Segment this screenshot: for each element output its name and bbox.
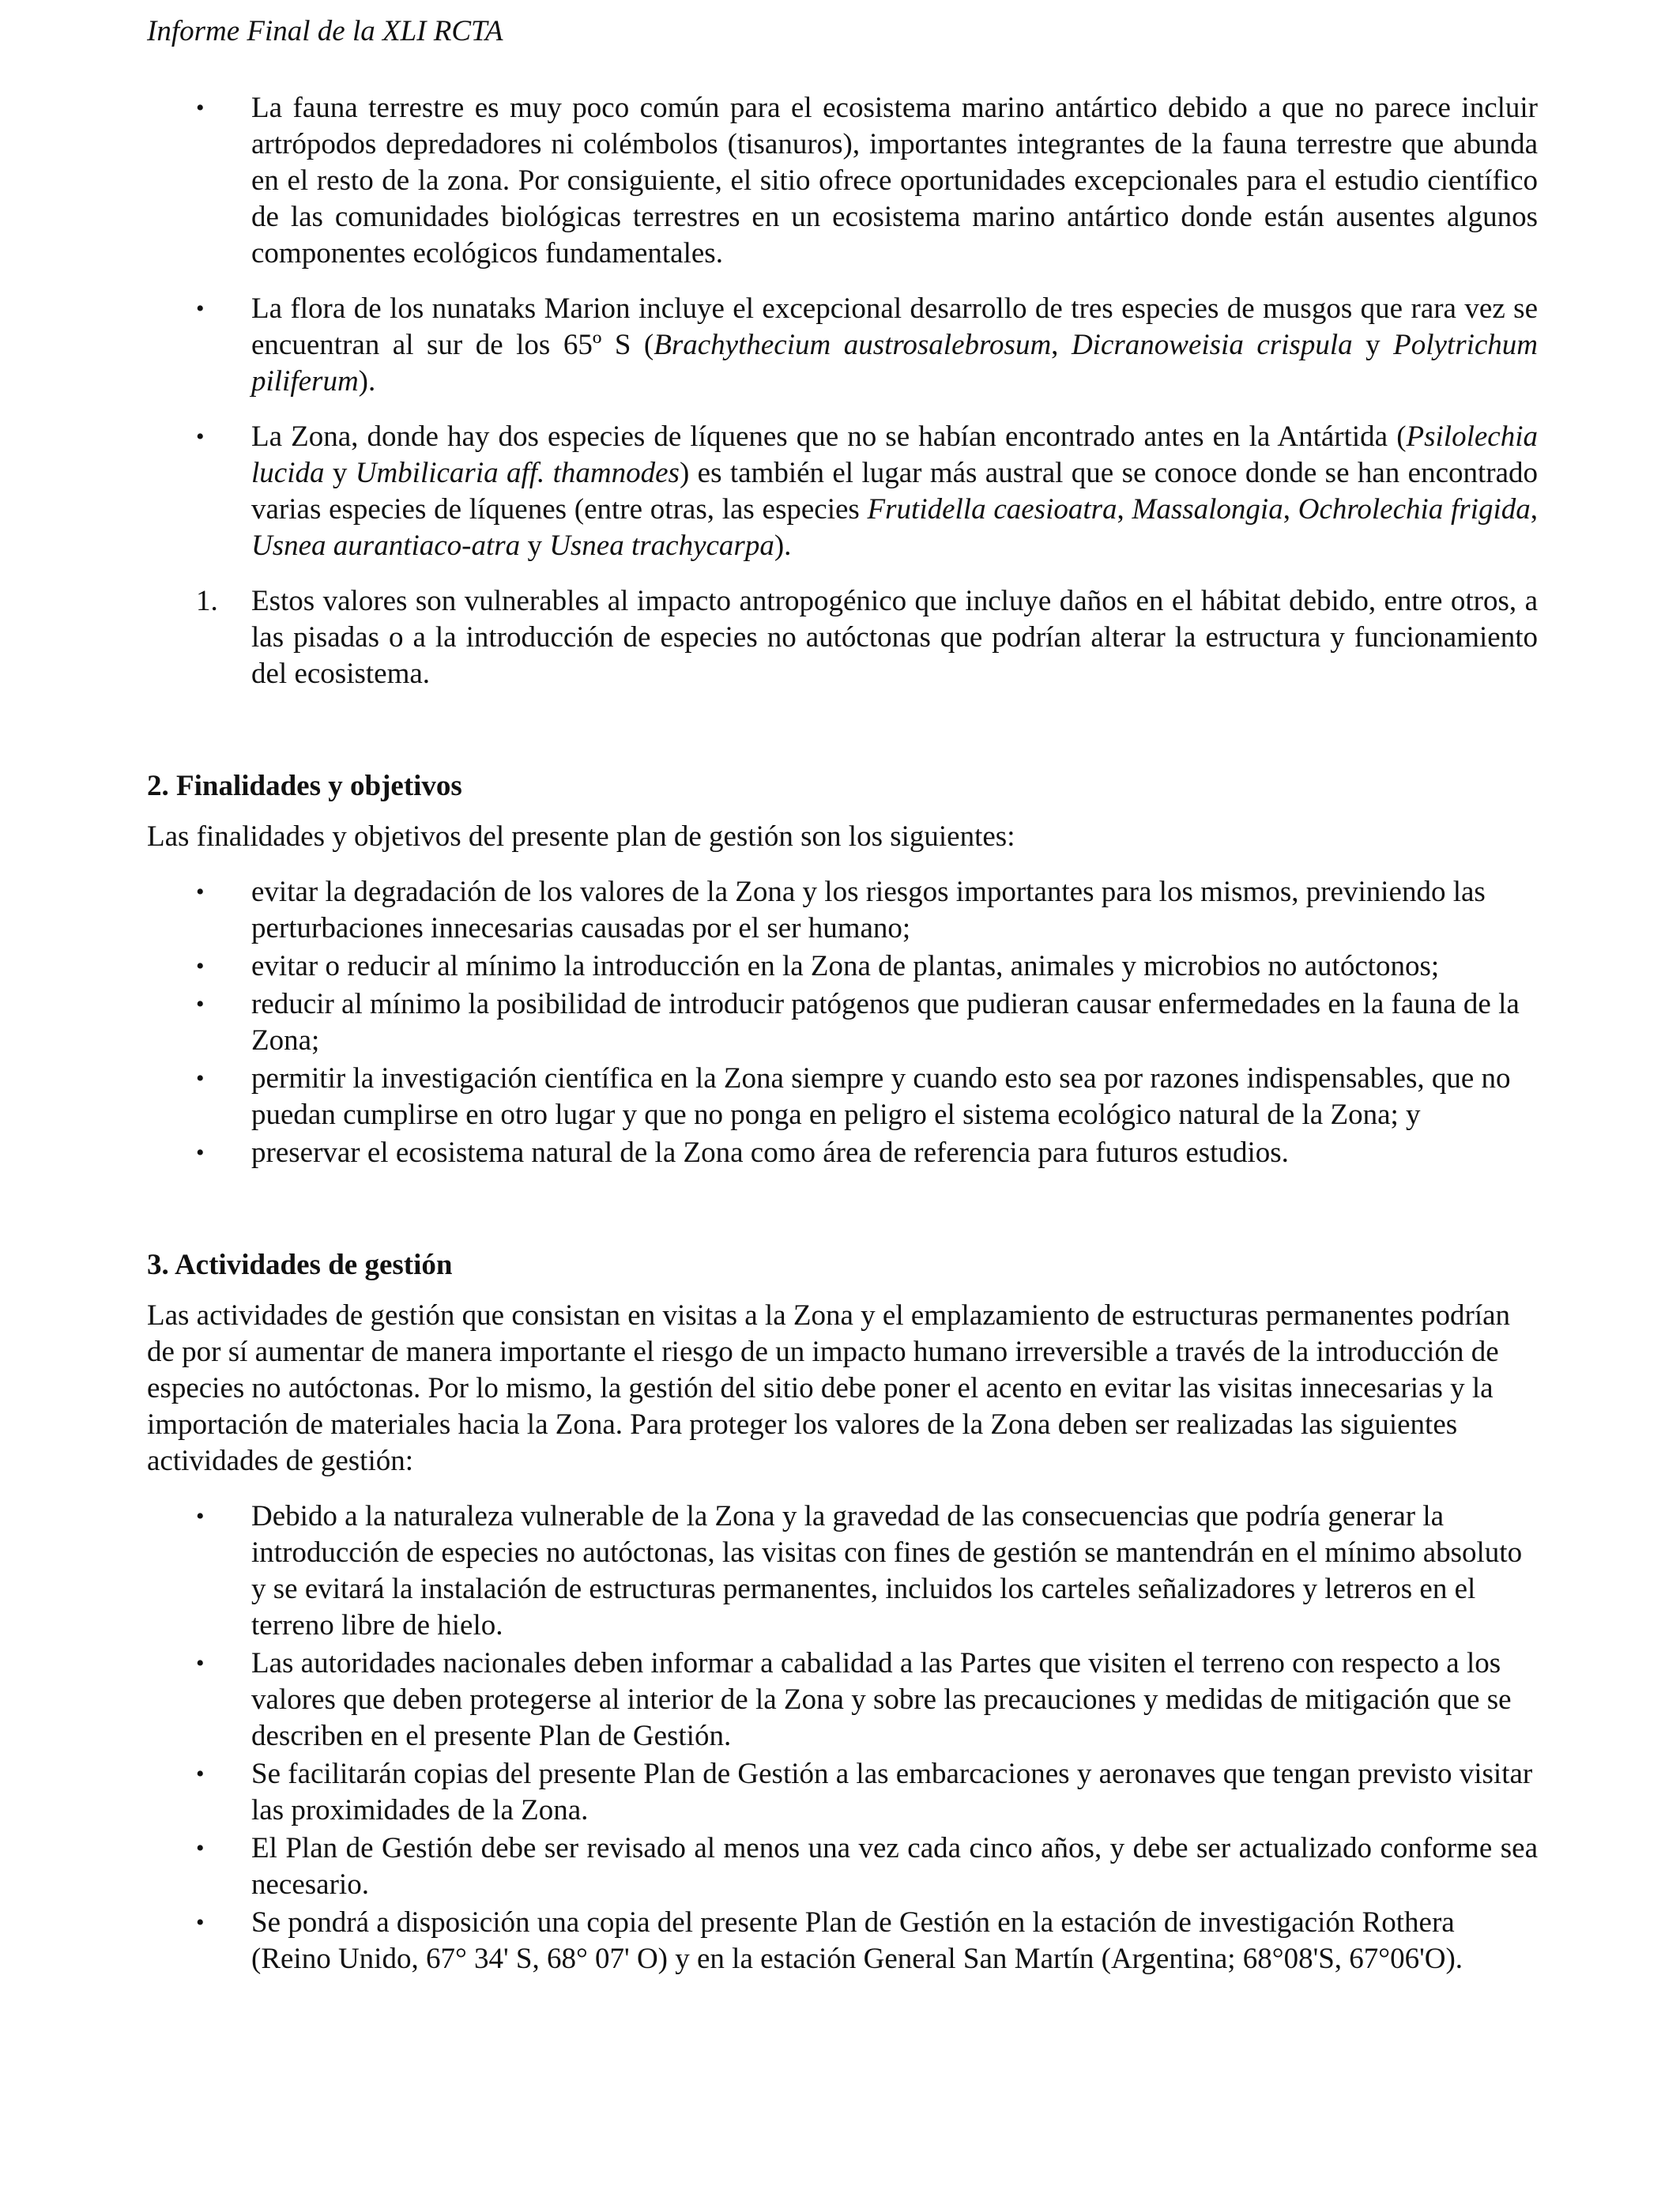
bullet-icon: • (196, 991, 205, 1017)
numbered-item (147, 583, 1538, 692)
bullet-icon: • (196, 95, 205, 121)
bullet-icon: • (196, 1761, 205, 1787)
management-list (147, 1498, 1538, 1977)
species-name: Polytrichum piliferum (251, 329, 1539, 398)
section-finalidades (147, 768, 1538, 1171)
list-item-text: Se facilitarán copias del presente Plan de Gestión a las embarcaciones y aeronaves que tengan previsto visitar las proximidades de la Zona. (251, 1758, 1533, 1826)
list-item-text: evitar la degradación de los valores de la Zona y los riesgos importantes para los mismos, previniendo las perturbaciones innecesarias causadas por el ser humano; (251, 876, 1486, 944)
bullet-icon: • (196, 1503, 205, 1529)
section-actividades (147, 1247, 1538, 1977)
section-heading: 2. Finalidades y objetivos (147, 770, 462, 802)
species-name: Dicranoweisia crispula (1071, 329, 1353, 361)
list-item-text: Estos valores son vulnerables al impacto antropogénico que incluye daños en el hábitat debido, entre otros, a las pisadas o a la introducción de especies no autóctonas que podrían alterar la estructura y funcionamiento del ecosistema. (251, 585, 1538, 690)
section-heading: 3. Actividades de gestión (147, 1249, 453, 1281)
bullet-icon: • (196, 953, 205, 979)
bullet-icon: • (196, 879, 205, 905)
item-number: 1. (196, 585, 218, 617)
list-item (147, 90, 1538, 272)
list-item (147, 874, 1538, 947)
list-item-text: evitar o reducir al mínimo la introducción en la Zona de plantas, animales y microbios no autóctonos; (251, 950, 1440, 982)
species-name: Usnea aurantiaco-atra (251, 530, 521, 562)
bullet-icon: • (196, 424, 205, 450)
list-item-text: permitir la investigación científica en la Zona siempre y cuando esto sea por razones indispensables, que no puedan cumplirse en otro lugar y que no ponga en peligro el sistema ecológico natural de la Zona; y (251, 1062, 1511, 1131)
objectives-list (147, 874, 1538, 1171)
list-item-text: La flora de los nunataks Marion incluye el excepcional desarrollo de tres especies de musgos que rara vez se encuentran al sur de los 65º S (Brachythecium austrosalebrosum, Dicranoweisia crispula y Polytrichum piliferum). (251, 292, 1539, 398)
species-name: Usnea trachycarpa (549, 530, 774, 562)
species-name: Massalongia (1132, 493, 1283, 526)
list-item (147, 1830, 1538, 1903)
species-name: Frutidella caesioatra (867, 493, 1117, 526)
list-item-text: preservar el ecosistema natural de la Zona como área de referencia para futuros estudios. (251, 1137, 1289, 1169)
document-body (147, 90, 1538, 1977)
page-header: Informe Final de la XLI RCTA (147, 15, 503, 47)
bullet-icon: • (196, 1650, 205, 1676)
list-item (147, 1498, 1538, 1644)
section-intro: Las actividades de gestión que consistan en visitas a la Zona y el emplazamiento de estructuras permanentes podrían de por sí aumentar de manera importante el riesgo de un impacto humano irreversible a través de la introducción de especies no autóctonas. Por lo mismo, la gestión del sitio debe poner el acento en evitar las visitas innecesarias y la importación de materiales hacia la Zona. Para proteger los valores de la Zona deben ser realizadas las siguientes actividades de gestión: (147, 1299, 1511, 1477)
bullet-icon: • (196, 1835, 205, 1861)
list-item (147, 419, 1538, 564)
list-item-text: La fauna terrestre es muy poco común para el ecosistema marino antártico debido a que no parece incluir artrópodos depredadores ni colémbolos (tisanuros), importantes integrantes de la fauna terrestre que abunda en el resto de la zona. Por consiguiente, el sitio ofrece oportunidades excepcionales para el estudio científico de las comunidades biológicas terrestres en un ecosistema marino antártico donde están ausentes algunos componentes ecológicos fundamentales. (251, 92, 1538, 270)
species-name: Brachythecium austrosalebrosum (654, 329, 1052, 361)
bullet-icon: • (196, 1065, 205, 1091)
list-item (147, 1905, 1538, 1977)
list-item (147, 1061, 1538, 1133)
species-name: Psilolechia lucida (251, 420, 1538, 489)
bullet-icon: • (196, 1140, 205, 1166)
list-item (147, 1756, 1538, 1829)
list-item (147, 986, 1538, 1059)
list-item-text: reducir al mínimo la posibilidad de introducir patógenos que pudieran causar enfermedades en la fauna de la Zona; (251, 988, 1520, 1057)
list-item-text: Las autoridades nacionales deben informar a cabalidad a las Partes que visiten el terreno con respecto a los valores que deben protegerse al interior de la Zona y sobre las precauciones y medidas de mitigación que se describen en el presente Plan de Gestión. (251, 1647, 1512, 1752)
list-item (147, 1135, 1538, 1171)
bullet-icon: • (196, 296, 205, 322)
list-item-text: Se pondrá a disposición una copia del presente Plan de Gestión en la estación de investigación Rothera (Reino Unido, 67° 34' S, 68° 07' O) y en la estación General San Martín (Argentina; 68°08'S, 67°06'O). (251, 1906, 1463, 1975)
values-list (147, 90, 1538, 692)
species-name: Ochrolechia frigida (1298, 493, 1531, 526)
list-item-text: Debido a la naturaleza vulnerable de la Zona y la gravedad de las consecuencias que podría generar la introducción de especies no autóctonas, las visitas con fines de gestión se mantendrán en el mínimo absoluto y se evitará la instalación de estructuras permanentes, incluidos los carteles señalizadores y letreros en el terreno libre de hielo. (251, 1500, 1523, 1642)
list-item (147, 948, 1538, 985)
section-intro: Las finalidades y objetivos del presente plan de gestión son los siguientes: (147, 820, 1015, 853)
bullet-icon: • (196, 1909, 205, 1936)
list-item (147, 291, 1538, 400)
species-name: Umbilicaria aff. thamnodes (355, 457, 680, 489)
list-item (147, 1646, 1538, 1755)
list-item-text: El Plan de Gestión debe ser revisado al menos una vez cada cinco años, y debe ser actualizado conforme sea necesario. (251, 1832, 1538, 1901)
list-item-text: La Zona, donde hay dos especies de líquenes que no se habían encontrado antes en la Antártida (Psilolechia lucida y Umbilicaria aff. thamnodes) es también el lugar más austral que se conoce donde se han encontrado varias especies de líquenes (entre otras, las especies Frutidella caesioatra, Massalongia, Ochrolechia frigida, Usnea aurantiaco-atra y Usnea trachycarpa). (251, 420, 1539, 562)
